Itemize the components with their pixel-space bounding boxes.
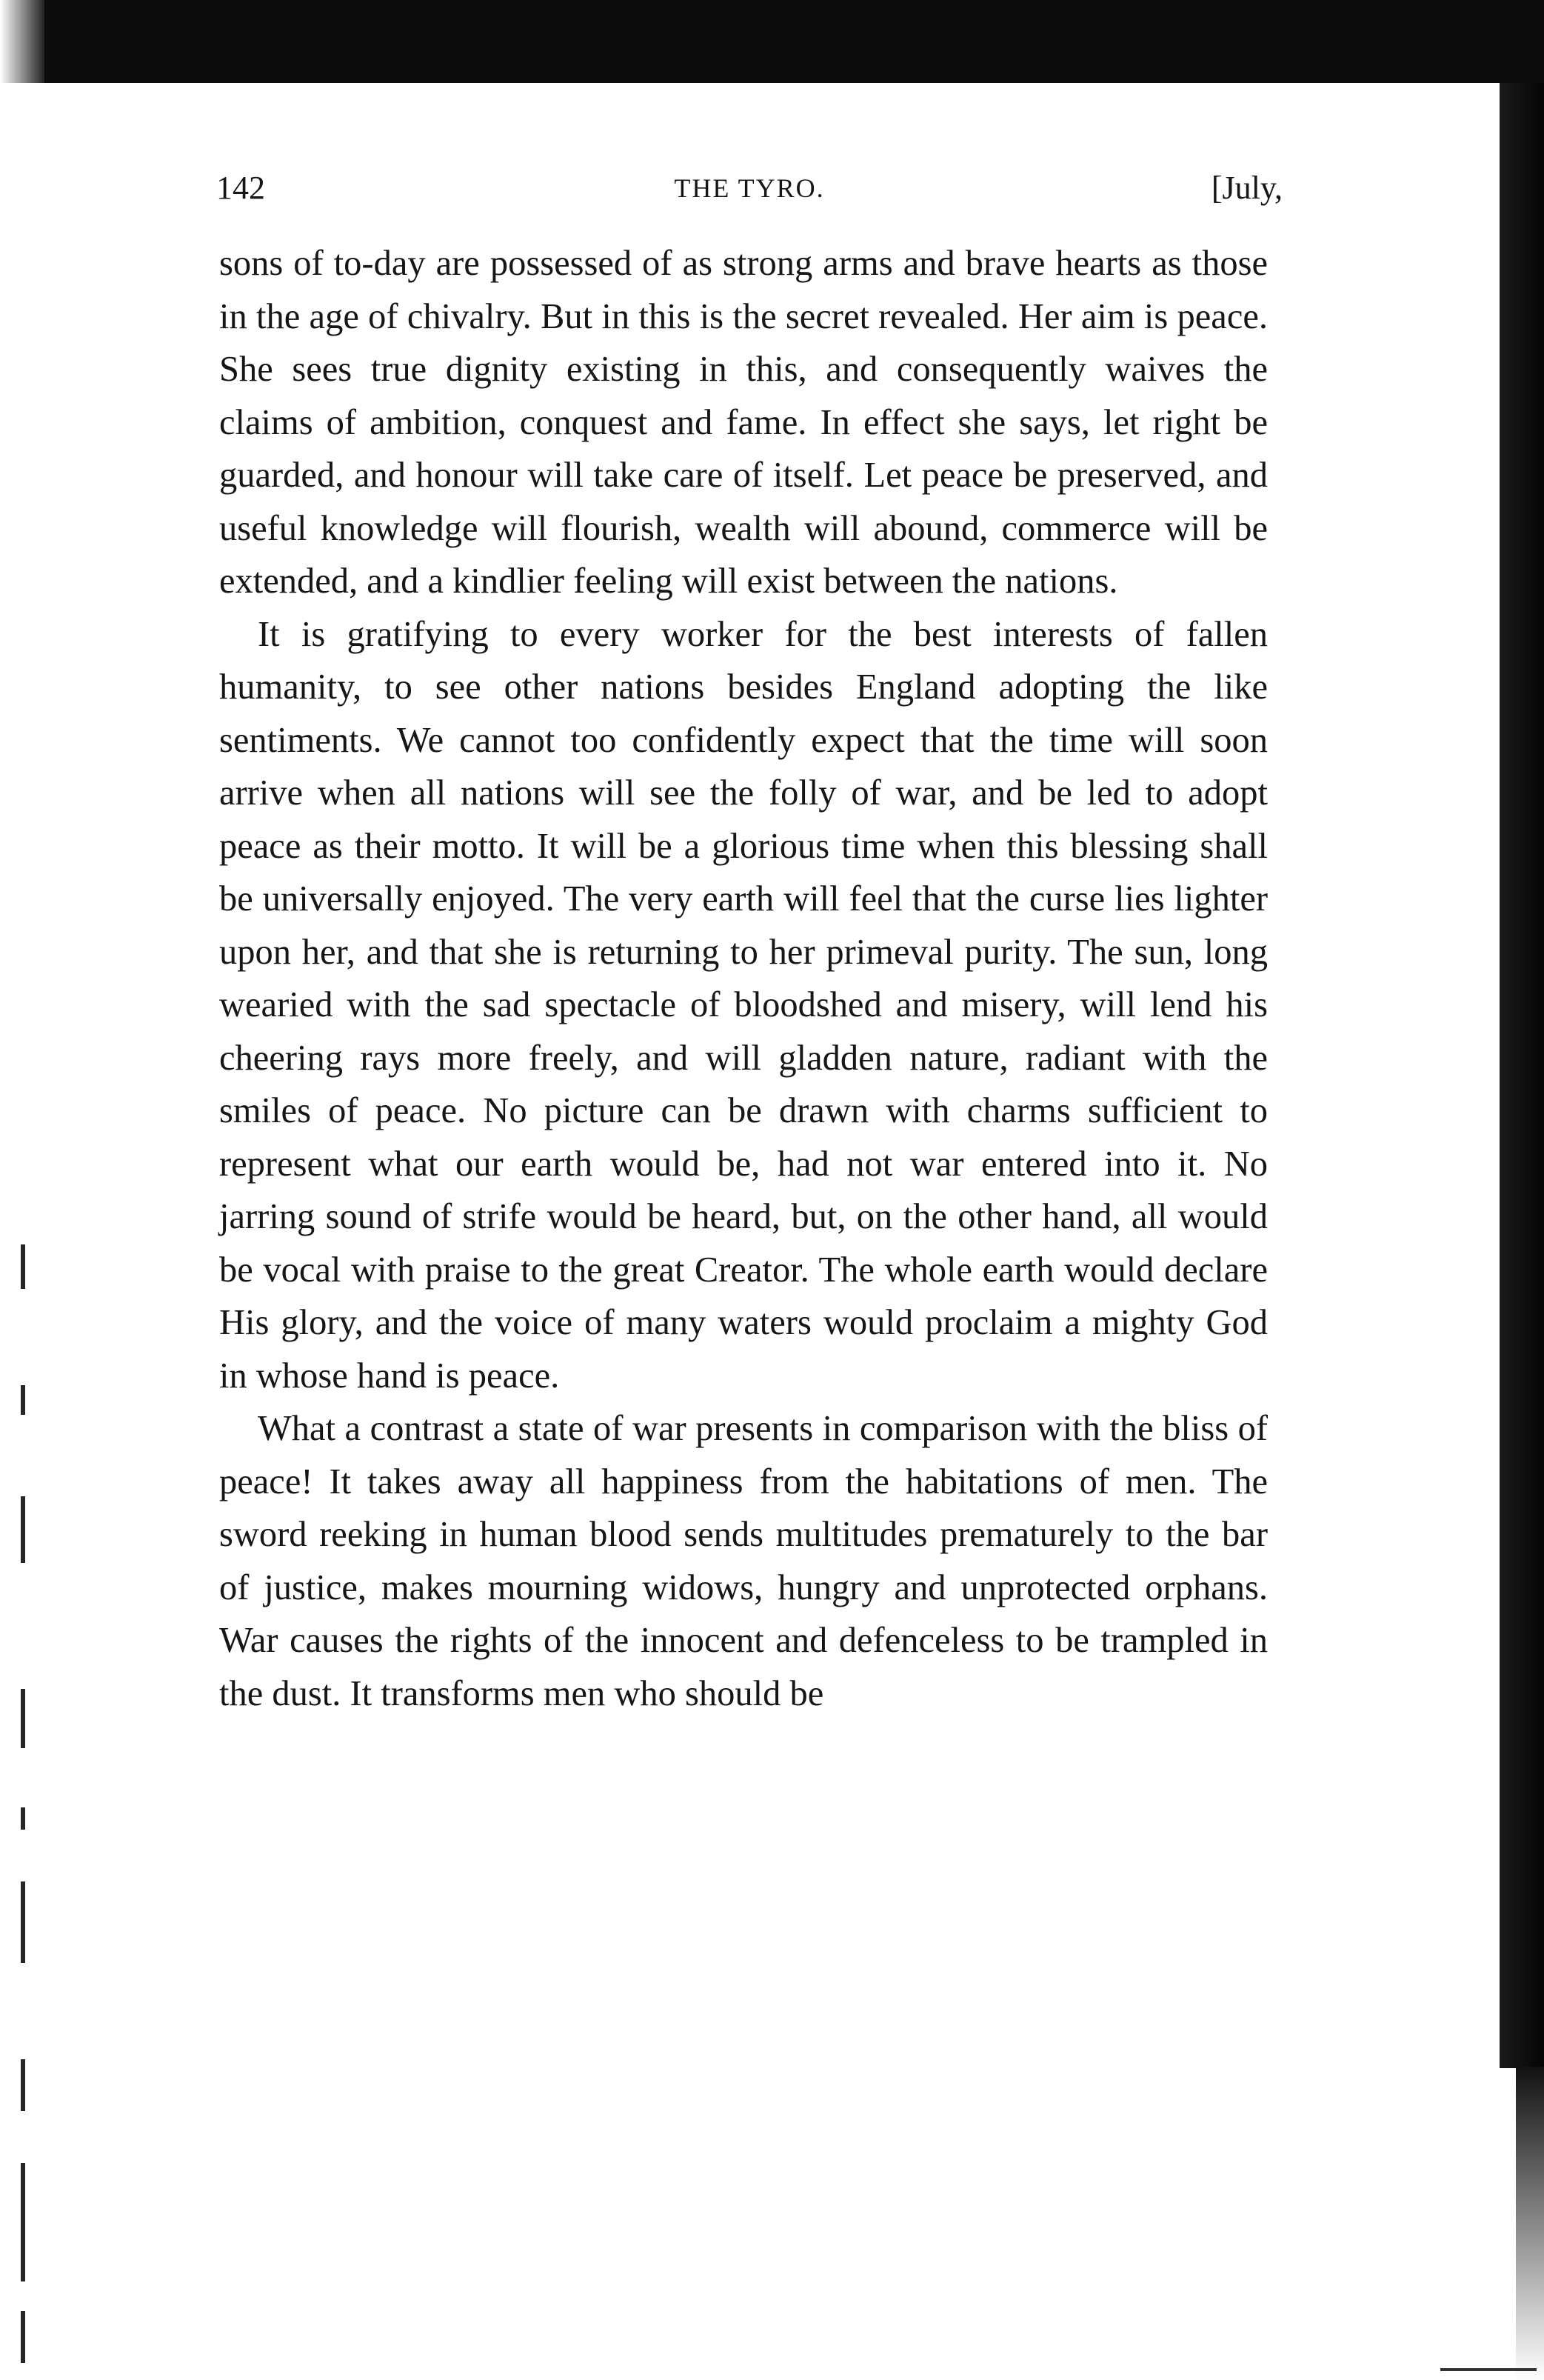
journal-title: THE TYRO. — [674, 173, 825, 203]
paragraph-continued: sons of to-day are possessed of as strong arms and brave hearts as those in the age of chivalry. But in this is the secret revealed. Her aim is peace. She sees true dignity existing in this, and consequently waives the claims of ambition, conquest and fame. In effect she says, let right be guarded, and honour will take care of itself. Let peace be preserved, and useful knowledge will flourish, wealth will abound, commerce will be extended, and a kindlier feeling will exist between the nations. — [219, 244, 1268, 601]
scan-edge-right-lower — [1516, 2067, 1544, 2380]
body-text — [219, 237, 1268, 1720]
scan-edge-right — [1500, 83, 1544, 2068]
scan-margin-marks — [10, 1215, 37, 2370]
scan-edge-top-fade — [0, 0, 44, 83]
scan-bottom-rule — [1440, 2368, 1537, 2371]
running-head — [216, 166, 1283, 210]
paragraph: It is gratifying to every worker for the best interests of fallen humanity, to see other nations besides England adopting the like sentiments. We cannot too confidently expect that the time will soon arrive when all nations will see the folly of war, and be led to adopt peace as their motto. It will be a glorious time when this blessing shall be universally enjoyed. The very earth will feel that the curse lies lighter upon her, and that she is returning to her primeval purity. The sun, long wearied with the sad spectacle of bloodshed and misery, will lend his cheering rays more freely, and will gladden nature, radiant with the smiles of peace. No picture can be drawn with charms sufficient to represent what our earth would be, had not war entered into it. No jarring sound of strife would be heard, but, on the other hand, all would be vocal with praise to the great Creator. The whole earth would declare His glory, and the voice of many waters would proclaim a mighty God in whose hand is peace. — [219, 614, 1268, 1396]
issue-month: [July, — [1211, 170, 1283, 206]
paragraph: What a contrast a state of war presents in comparison with the bliss of peace! It takes away all happiness from the habitations of men. The sword reeking in human blood sends multitudes prematurely to the bar of justice, makes mourning widows, hungry and unprotected orphans. War causes the rights of the innocent and defenceless to be trampled in the dust. It transforms men who should be — [219, 1409, 1268, 1713]
scan-edge-top — [44, 0, 1544, 83]
page-number: 142 — [216, 170, 265, 206]
